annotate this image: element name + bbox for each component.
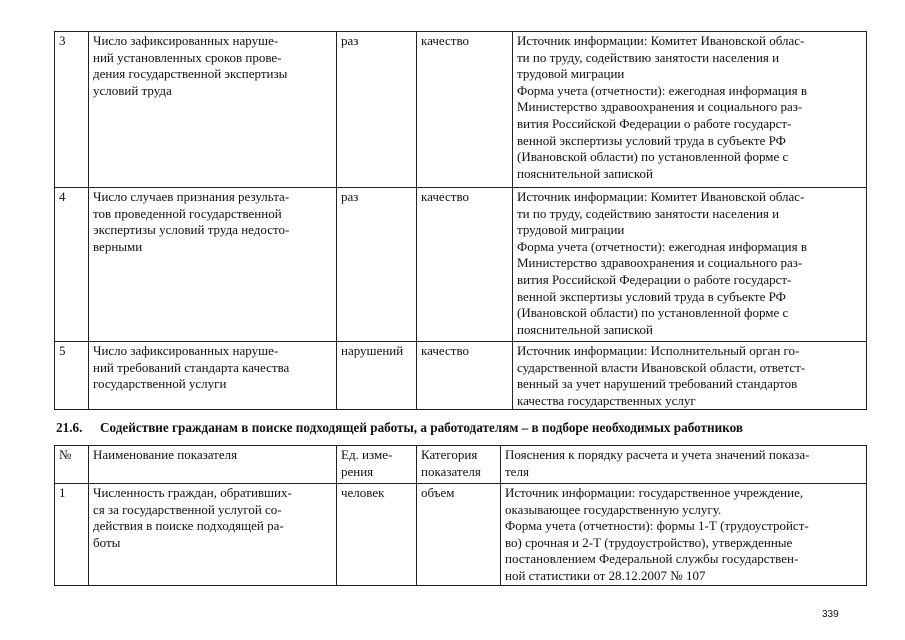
indicator-category: качество (417, 342, 513, 410)
page-number: 339 (822, 609, 839, 620)
row-number: 5 (55, 342, 89, 410)
table-header-row (55, 446, 867, 484)
indicator-category: качество (417, 188, 513, 342)
table-row (55, 484, 867, 586)
header-notes: Пояснения к порядку расчета и учета значений показа- теля (501, 446, 867, 484)
indicator-name: Число зафиксированных наруше- ний требований стандарта качества государственной услуги (89, 342, 337, 410)
section-number: 21.6. (56, 420, 83, 435)
calculation-notes: Источник информации: Исполнительный орган го- сударственной власти Ивановской области, ответст- венный за учет нарушений требований стандартов качества государственных услуг (513, 342, 867, 410)
header-category: Категория показателя (417, 446, 501, 484)
table-row (55, 188, 867, 342)
header-unit: Ед. изме- рения (337, 446, 417, 484)
indicator-category: качество (417, 32, 513, 188)
indicators-table-continued (54, 31, 867, 410)
indicator-name: Численность граждан, обративших- ся за государственной услугой со- действия в поиске подходящей ра- боты (89, 484, 337, 586)
unit-of-measure: раз (337, 188, 417, 342)
row-number: 4 (55, 188, 89, 342)
row-number: 1 (55, 484, 89, 586)
table-row (55, 342, 867, 410)
calculation-notes: Источник информации: Комитет Ивановской облас- ти по труду, содействию занятости населения и трудовой миграции Форма учета (отчетности): ежегодная информация в Министерство здравоохранения и социального раз- вития Российской Федерации о работе государст- венной экспертизы условий труда в субъекте РФ (Ивановской области) по установленной форме с пояснительной запиской (513, 188, 867, 342)
section-heading (56, 420, 743, 437)
indicator-name: Число зафиксированных наруше- ний установленных сроков прове- дения государственной экспертизы условий труда (89, 32, 337, 188)
indicators-table (54, 445, 867, 586)
calculation-notes: Источник информации: государственное учреждение, оказывающее государственную услугу. Форма учета (отчетности): формы 1-Т (трудоустройст- во) срочная и 2-Т (трудоустройство), утвержденные постановлением Федеральной службы государствен- ной статистики от 28.12.2007 № 107 (501, 484, 867, 586)
unit-of-measure: раз (337, 32, 417, 188)
row-number: 3 (55, 32, 89, 188)
unit-of-measure: человек (337, 484, 417, 586)
section-title: Содействие гражданам в поиске подходящей работы, а работодателям – в подборе необходимых работников (100, 420, 744, 435)
indicator-category: объем (417, 484, 501, 586)
calculation-notes: Источник информации: Комитет Ивановской облас- ти по труду, содействию занятости населения и трудовой миграции Форма учета (отчетности): ежегодная информация в Министерство здравоохранения и социального раз- вития Российской Федерации о работе государст- венной экспертизы условий труда в субъекте РФ (Ивановской области) по установленной форме с пояснительной запиской (513, 32, 867, 188)
table-row (55, 32, 867, 188)
indicator-name: Число случаев признания результа- тов проведенной государственной экспертизы условий труда недосто- верными (89, 188, 337, 342)
unit-of-measure: нарушений (337, 342, 417, 410)
header-number: № (55, 446, 89, 484)
header-name: Наименование показателя (89, 446, 337, 484)
